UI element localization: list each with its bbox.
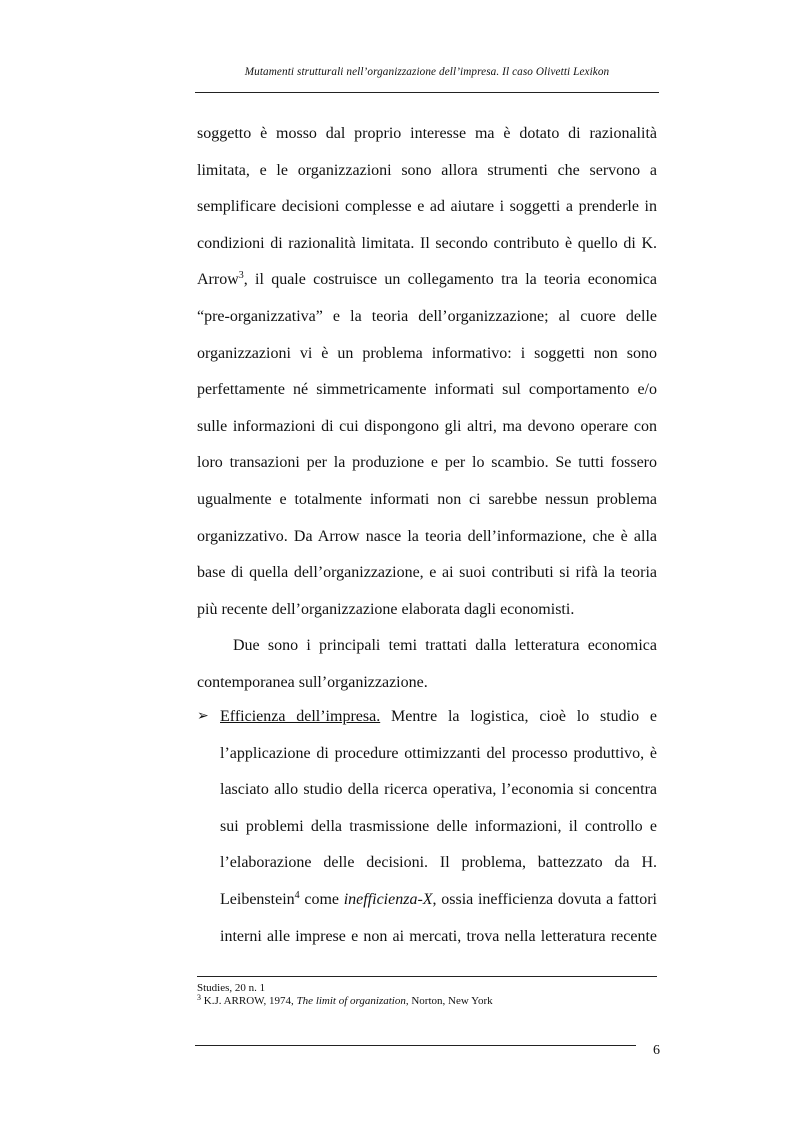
footnote-3 [197, 995, 657, 1008]
footnote-author: K.J. ARROW, 1974, [201, 995, 297, 1007]
footnote-ref-3[interactable]: 3 [238, 270, 244, 282]
body-line-with-footnote [197, 262, 657, 299]
text-leibenstein: Leibenstein [220, 890, 295, 908]
bullet-line: l’elaborazione delle decisioni. Il problema, battezzato da H. [220, 854, 657, 872]
footnotes [197, 982, 657, 1008]
bullet-item [197, 699, 657, 955]
body-text [197, 116, 657, 702]
footnote-rule [197, 976, 657, 977]
bullet-line: interni alle imprese e non ai mercati, trova nella letteratura recente [220, 927, 657, 945]
bullet-line: lasciato allo studio della ricerca operativa, l’economia si concentra [220, 781, 657, 799]
bullet-line: sui problemi della trasmissione delle informazioni, il controllo e [220, 817, 657, 835]
body-line: soggetto è mosso dal proprio interesse ma è dotato di razionalità [197, 125, 657, 142]
arrow-bullet-icon: ➢ [197, 709, 209, 724]
body-line: organizzativo. Da Arrow nasce la teoria dell’informazione, che è alla [197, 527, 657, 545]
footnote-title: The limit of organization [296, 995, 406, 1007]
footnote-number: 3 [197, 993, 201, 1002]
bullet-text [220, 699, 657, 955]
body-line: base di quella dell’organizzazione, e ai suoi contributi si rifà la teoria [197, 564, 657, 582]
paragraph2-line: Due sono i principali temi trattati dalla letteratura economica [233, 637, 657, 655]
footnote-continuation: Studies, 20 n. 1 [197, 982, 266, 994]
body-line: limitata, e le organizzazioni sono allora strumenti che servono a [197, 161, 657, 179]
body-line: più recente dell’organizzazione elaborata dagli economisti. [197, 600, 575, 618]
bullet-first-line-text: Mentre la logistica, cioè lo studio e [380, 708, 657, 725]
body-line: sulle informazioni di cui dispongono gli altri, ma devono operare con [197, 417, 657, 435]
paragraph2-line: contemporanea sull’organizzazione. [197, 673, 428, 691]
italic-term: inefficienza-X [343, 890, 433, 908]
text-rest: , ossia inefficienza dovuta a fattori [432, 890, 657, 908]
footnote-publisher: , Norton, New York [405, 995, 493, 1007]
body-line: “pre-organizzativa” e la teoria dell’organizzazione; al cuore delle [197, 307, 657, 325]
footnote-ref-4[interactable]: 4 [294, 889, 300, 901]
body-line: perfettamente né simmetricamente informati sul comportamento e/o [197, 381, 657, 399]
body-line: loro transazioni per la produzione e per lo scambio. Se tutti fossero [197, 454, 657, 472]
bullet-line [220, 699, 657, 736]
text-arrow: Arrow [197, 271, 239, 289]
footer-rule [195, 1045, 636, 1046]
page-number: 6 [653, 1043, 660, 1058]
body-line: semplificare decisioni complesse e ad aiutare i soggetti a prenderle in [197, 198, 657, 216]
header-rule [195, 92, 659, 93]
body-line: condizioni di razionalità limitata. Il secondo contributo è quello di K. [197, 234, 657, 252]
bullet-line: l’applicazione di procedure ottimizzanti del processo produttivo, è [220, 744, 657, 762]
bullet-line-with-footnote [220, 882, 657, 919]
text-come: come [299, 890, 344, 908]
text-after-ref: , il quale costruisce un collegamento tra la teoria economica [243, 271, 657, 289]
bullet-title: Efficienza dell’impresa. [220, 708, 381, 725]
body-line: ugualmente e totalmente informati non ci sarebbe nessun problema [197, 490, 657, 508]
running-header: Mutamenti strutturali nell’organizzazione dell’impresa. Il caso Olivetti Lexikon [244, 66, 610, 78]
body-line: organizzazioni vi è un problema informativo: i soggetti non sono [197, 344, 657, 362]
